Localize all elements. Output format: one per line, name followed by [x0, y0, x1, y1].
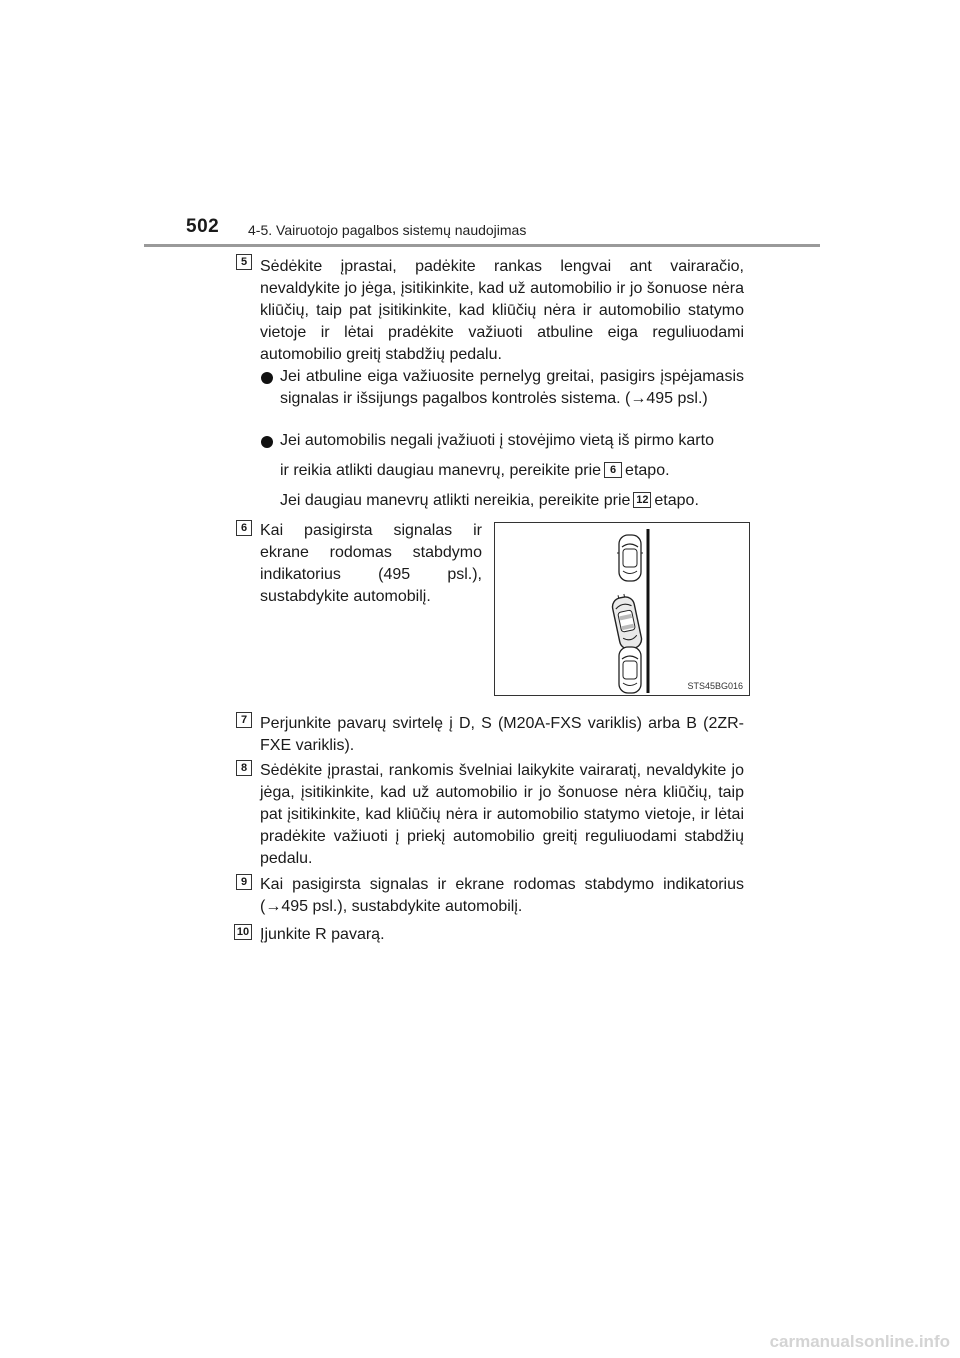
step-6-badge: 6: [236, 520, 252, 536]
step-5-bullet-3-post: etapo.: [654, 492, 699, 509]
step-ref-6[interactable]: 6: [604, 462, 622, 478]
step-9-text: Kai pasigirsta signalas ir ekrane rodomas stabdymo indikatorius (→495 psl.), sustabdykite automobilį.: [260, 876, 744, 915]
step-ref-12[interactable]: 12: [633, 492, 651, 508]
step-10-text: Įjunkite R pavarą.: [260, 926, 385, 943]
page-number: 502: [186, 216, 220, 237]
section-title: 4-5. Vairuotojo pagalbos sistemų naudojimas: [248, 222, 527, 238]
bullet-dot: [261, 436, 273, 448]
own-car-tilted: [610, 592, 643, 650]
parking-diagram: [495, 523, 751, 697]
bullet-dot: [261, 372, 273, 384]
figure-code: STS45BG016: [687, 681, 743, 691]
step-8-badge: 8: [236, 760, 252, 776]
step-10-badge: 10: [234, 924, 252, 940]
step-9-badge: 9: [236, 874, 252, 890]
parking-illustration: [494, 522, 750, 696]
step-8-text: Sėdėkite įprastai, rankomis švelniai laikykite vairaratį, nevaldykite jo jėga, įsitikinkite, kad už automobilio ir jo šonuose nėra kliūčių, taip pat įsitikinkite, kad kliūčių nėra ir automobilio statymo vietoje, ir lėtai pradėkite važiuoti į priekį automobilio greitį reguliuodami stabdžių pedalu.: [260, 762, 744, 867]
watermark: carmanualsonline.info: [769, 1332, 950, 1351]
header-rule: [144, 244, 820, 247]
step-5-bullet-2-post: etapo.: [625, 462, 670, 479]
step-5-bullet-3-pre: Jei daugiau manevrų atlikti nereikia, pereikite prie: [280, 492, 631, 509]
parked-car-rear: [619, 647, 641, 693]
step-6-text: Kai pasigirsta signalas ir ekrane rodomas stabdymo indikatorius (495 psl.), sustabdykite automobilį.: [260, 522, 482, 605]
step-5-text: Sėdėkite įprastai, padėkite rankas lengvai ant vairaračio, nevaldykite jo jėga, įsitikinkite, kad už automobilio ir jo šonuose nėra kliūčių, taip pat įsitikinkite, kad kliūčių nėra ir automobilio statymo vietoje ir lėtai pradėkite važiuoti atbuline eiga reguliuodami automobilio greitį stabdžių pedalu.: [260, 258, 744, 363]
step-5-bullet-2-pre: ir reikia atlikti daugiau manevrų, pereikite prie: [280, 462, 602, 479]
parked-car-front: [617, 535, 643, 581]
step-5-bullet-1: Jei atbuline eiga važiuosite pernelyg greitai, pasigirs įspėjamasis signalas ir išsijungs pagalbos kontrolės sistema. (→495 psl.): [280, 368, 744, 407]
step-5-bullet-3-line: [280, 490, 744, 512]
step-5-bullet-2-line-1: Jei automobilis negali įvažiuoti į stovėjimo vietą iš pirmo karto: [280, 432, 714, 449]
step-7-text: Perjunkite pavarų svirtelę į D, S (M20A-FXS variklis) arba B (2ZR-FXE variklis).: [260, 715, 744, 754]
step-5-badge: 5: [236, 254, 252, 270]
step-7-badge: 7: [236, 712, 252, 728]
step-5-bullet-2-line-2: [280, 460, 744, 482]
